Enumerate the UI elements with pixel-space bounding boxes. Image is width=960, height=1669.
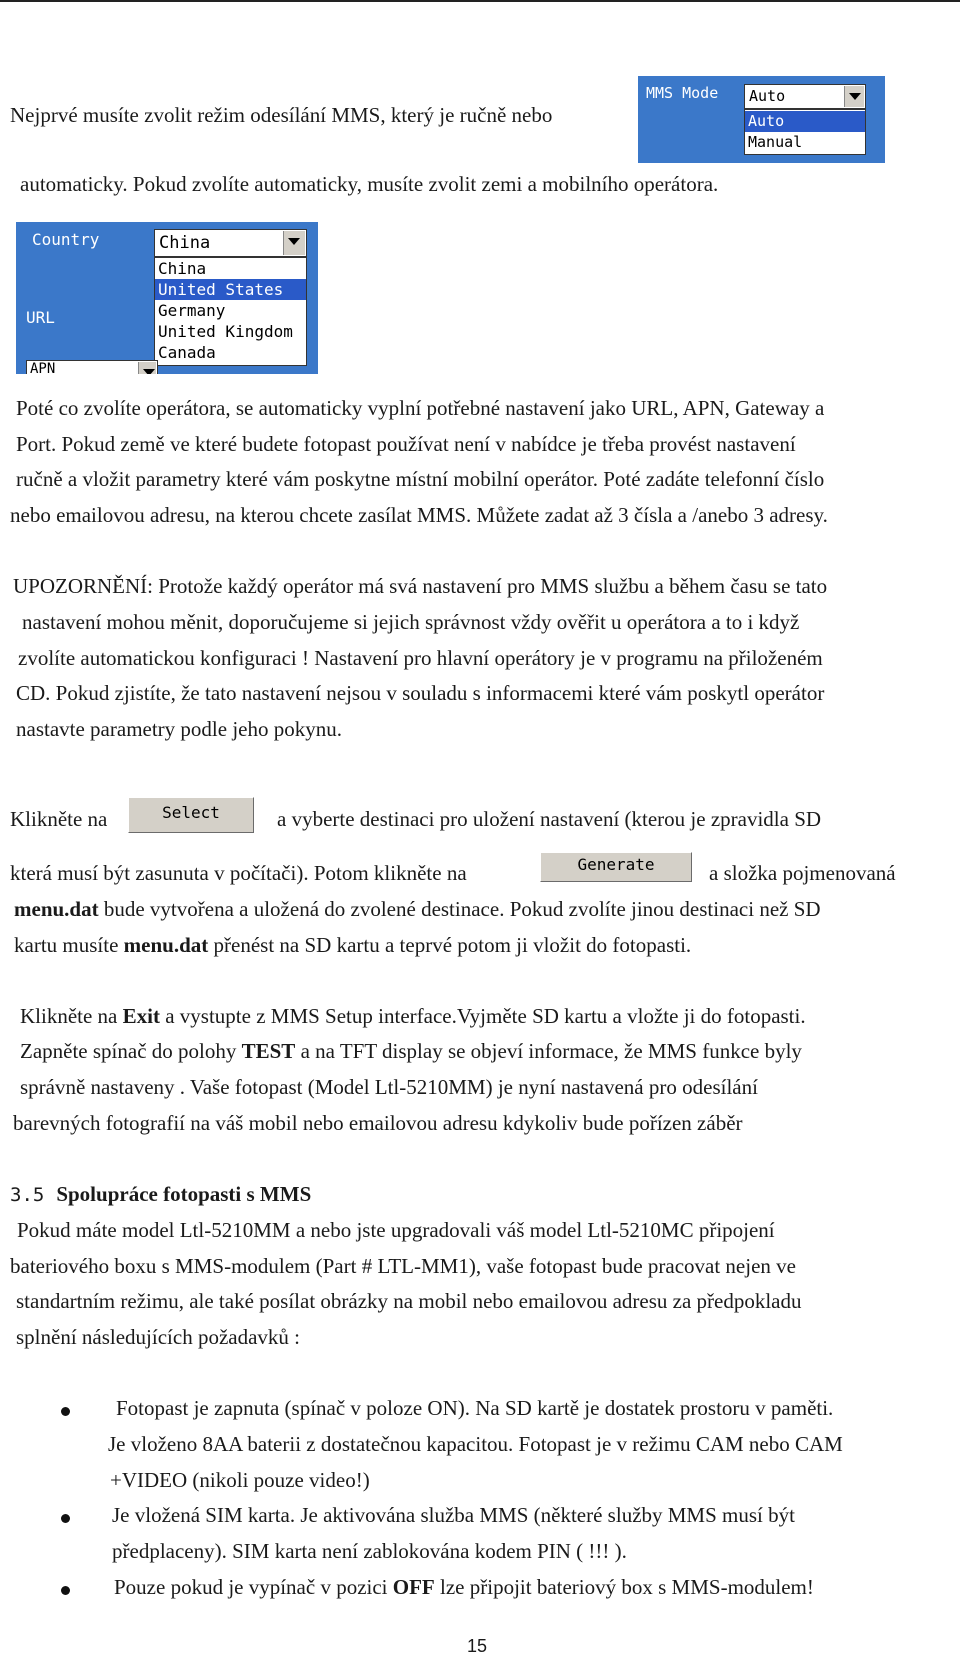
p3-line1: UPOZORNĚNÍ: Protože každý operátor má svá nastavení pro MMS službu a během času se tato: [13, 574, 828, 598]
section-title: Spolupráce fotopasti s MMS: [56, 1182, 312, 1206]
menu-dat-filename: menu.dat: [14, 897, 99, 921]
mms-mode-select[interactable]: [744, 84, 866, 109]
url-label: URL: [26, 308, 55, 327]
bullet-icon: [61, 1514, 70, 1523]
exit-keyword: Exit: [122, 1004, 160, 1028]
country-value: China: [159, 233, 211, 253]
p4-line3-text: bude vytvořena a uložená do zvolené destinace. Pokud zvolíte jinou destinaci než SD: [98, 897, 821, 921]
bullet-icon: [61, 1407, 70, 1416]
country-panel: [16, 222, 318, 374]
country-select[interactable]: [154, 229, 307, 257]
p1-line2: automaticky. Pokud zvolíte automaticky, musíte zvolit zemi a mobilního operátora.: [20, 172, 719, 196]
p4-line4: [14, 931, 691, 959]
p3-line2: nastavení mohou měnit, doporučujeme si jejich správnost vždy ověřit u operátora a to i když: [22, 610, 800, 634]
bullet2-line1: Je vložená SIM karta. Je aktivována služba MMS (některé služby MMS musí být: [112, 1503, 795, 1527]
select-button[interactable]: Select: [128, 797, 254, 833]
p4-line4-a: kartu musíte: [14, 933, 124, 957]
chevron-down-icon[interactable]: [138, 362, 156, 374]
section-line1: Pokud máte model Ltl-5210MM a nebo jste upgradovali váš model Ltl-5210MC připojení: [17, 1218, 775, 1242]
apn-select[interactable]: [26, 360, 158, 374]
country-label: Country: [32, 230, 100, 249]
p5-line1: [20, 1002, 806, 1030]
p2-line4: nebo emailovou adresu, na kterou chcete zasílat MMS. Můžete zadat až 3 čísla a /anebo 3 adresy.: [10, 503, 828, 527]
mms-mode-value: Auto: [749, 87, 786, 105]
section-number: 3.5: [10, 1184, 45, 1206]
bullet3-a: Pouze pokud je vypínač v pozici: [114, 1575, 393, 1599]
mms-option-auto[interactable]: Auto: [745, 111, 865, 132]
country-option[interactable]: Canada: [158, 343, 216, 362]
section-line2: bateriového boxu s MMS-modulem (Part # LTL-MM1), vaše fotopast bude pracovat nejen ve: [10, 1254, 796, 1278]
p3-line5: nastavte parametry podle jeho pokynu.: [16, 717, 342, 741]
p5-line4: barevných fotografií na váš mobil nebo emailovou adresu kdykoliv bude pořízen záběr: [13, 1111, 743, 1135]
apn-label: APN: [30, 361, 56, 374]
country-option[interactable]: United Kingdom: [158, 322, 293, 341]
bullet2-line2: předplaceny). SIM karta není zablokována kodem PIN ( !!! ).: [112, 1539, 627, 1563]
p2-line2: Port. Pokud země ve které budete fotopast používat není v nabídce je třeba provést nastavení: [16, 432, 796, 456]
p5-line2-a: Zapněte spínač do polohy: [20, 1039, 242, 1063]
p4-line1-start: Klikněte na: [10, 807, 108, 831]
bullet1-line3: +VIDEO (nikoli pouze video!): [110, 1468, 370, 1492]
page-number: 15: [467, 1636, 488, 1656]
p4-line2-end: a složka pojmenovaná: [709, 861, 896, 885]
bullet1-line2: Je vloženo 8AA baterii z dostatečnou kapacitou. Fotopast je v režimu CAM nebo CAM: [108, 1432, 843, 1456]
country-option[interactable]: United States: [155, 279, 306, 300]
mms-mode-panel: [638, 76, 885, 163]
country-option[interactable]: China: [158, 259, 207, 278]
bullet-icon: [61, 1586, 70, 1595]
p5-line2-c: a na TFT display se objeví informace, že MMS funkce byly: [295, 1039, 802, 1063]
section-line3: standartním režimu, ale také posílat obrázky na mobil nebo emailovou adresu za předpokladu: [16, 1289, 802, 1313]
section-heading: [10, 1180, 311, 1209]
mms-mode-dropdown: [744, 109, 866, 155]
section-line4: splnění následujících požadavků :: [16, 1325, 301, 1349]
bullet1-line1: Fotopast je zapnuta (spínač v poloze ON). Na SD kartě je dostatek prostoru v paměti.: [116, 1396, 834, 1420]
mms-mode-label: MMS Mode: [646, 84, 719, 102]
p4-line4-c: přenést na SD kartu a teprvé potom ji vložit do fotopasti.: [208, 933, 692, 957]
chevron-down-icon[interactable]: [283, 231, 305, 255]
p2-line3: ručně a vložit parametry které vám poskytne místní mobilní operátor. Poté zadáte telefonní číslo: [16, 467, 825, 491]
top-border: [0, 0, 960, 2]
menu-dat-filename: menu.dat: [123, 933, 209, 957]
country-dropdown: [154, 257, 307, 366]
mms-option-manual[interactable]: Manual: [748, 133, 803, 151]
country-option[interactable]: Germany: [158, 301, 226, 320]
bullet3-line: [114, 1573, 814, 1601]
p5-line1-c: a vystupte z MMS Setup interface.Vyjměte SD kartu a vložte ji do fotopasti.: [159, 1004, 806, 1028]
off-keyword: OFF: [392, 1575, 435, 1599]
chevron-down-icon[interactable]: [844, 86, 864, 107]
p3-line4: CD. Pokud zjistíte, že tato nastavení nejsou v souladu s informacemi které vám poskytl operátor: [16, 681, 825, 705]
p5-line1-a: Klikněte na: [20, 1004, 123, 1028]
p5-line3: správně nastaveny . Vaše fotopast (Model Ltl-5210MM) je nyní nastavená pro odesílání: [20, 1075, 758, 1099]
test-keyword: TEST: [241, 1039, 296, 1063]
p4-line3: [14, 895, 821, 923]
bullet3-c: lze připojit bateriový box s MMS-modulem!: [434, 1575, 814, 1599]
p3-line3: zvolíte automatickou konfiguraci ! Nastavení pro hlavní operátory je v programu na přiloženém: [18, 646, 823, 670]
p4-line1-end: a vyberte destinaci pro uložení nastavení (kterou je zpravidla SD: [277, 807, 822, 831]
p1-line1: Nejprvé musíte zvolit režim odesílání MMS, který je ručně nebo: [10, 103, 553, 127]
p5-line2: [20, 1037, 802, 1065]
p4-line2-start: která musí být zasunuta v počítači). Potom klikněte na: [10, 861, 467, 885]
generate-button[interactable]: Generate: [540, 852, 692, 882]
p2-line1: Poté co zvolíte operátora, se automaticky vyplní potřebné nastavení jako URL, APN, Gateway a: [16, 396, 825, 420]
